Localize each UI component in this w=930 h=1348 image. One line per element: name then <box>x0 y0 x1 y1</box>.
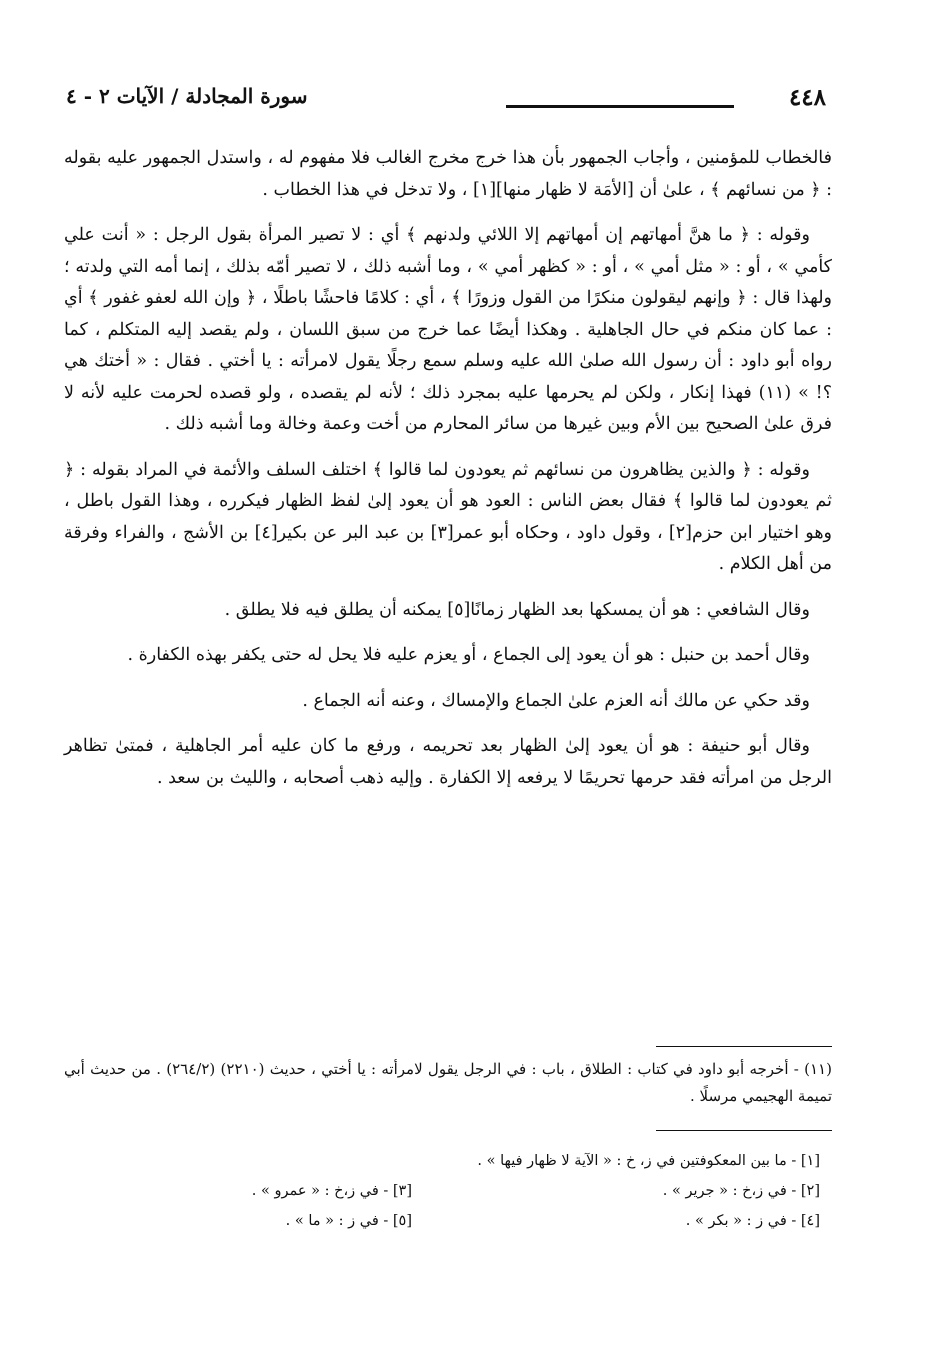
paragraph-3: وقوله : ﴿ والذين يظاهرون من نسائهم ثم يعودون لما قالوا ﴾ اختلف السلف والأئمة في المراد بقوله : ﴿ ثم يعودون لما قالوا ﴾ فقال بعض الناس : العود هو أن يعود إلىٰ لفظ الظهار فيكرره ، وهذا القول باطل ، وهو اختيار ابن حزم[٢] ، وقول داود ، وحكاه أبو عمر[٣] بن عبد البر عن بكير[٤] بن الأشج ، والفراء وفرقة من أهل الكلام . <box>64 459 832 574</box>
chapter-title: سورة المجادلة / الآيات ٢ - ٤ <box>66 84 308 108</box>
variant-note-1: [١] - ما بين المعكوفتين في ز، خ : « الآية لا ظهار فيها » . <box>477 1153 820 1169</box>
manuscript-variants <box>64 1146 832 1236</box>
paragraph-7: وقال أبو حنيفة : هو أن يعود إلىٰ الظهار بعد تحريمه ، ورفع ما كان عليه أمر الجاهلية ، فمتىٰ تظاهر الرجل من امرأته فقد حرمها تحريمًا لا يرفعه إلا الكفارة . وإليه ذهب أصحابه ، والليث بن سعد . <box>64 736 832 788</box>
variants-rule <box>656 1130 832 1131</box>
variant-note-3: [٣] - في ز،خ : « عمرو » . <box>251 1183 412 1199</box>
variant-note-2: [٢] - في ز،خ : « جرير » . <box>662 1183 820 1199</box>
variant-row-3 <box>64 1206 832 1236</box>
paragraph-1: فالخطاب للمؤمنين ، وأجاب الجمهور بأن هذا خرج مخرج الغالب فلا مفهوم له ، واستدل الجمهور عليه بقوله : ﴿ من نسائهم ﴾ ، علىٰ أن [الأمَة لا ظهار منها][١] ، ولا تدخل في هذا الخطاب . <box>64 148 832 200</box>
body-text <box>64 143 832 808</box>
variant-row-2 <box>64 1176 832 1206</box>
variant-row-1 <box>64 1146 832 1176</box>
footnote-11: (١١) - أخرجه أبو داود في كتاب : الطلاق ، باب : في الرجل يقول لامرأته : يا أختي ، حديث (٢٢١٠) (٢٦٤/٢) . من حديث أبي تميمة الهجيمي مرسلًا . <box>64 1060 832 1105</box>
paragraph-4: وقال الشافعي : هو أن يمسكها بعد الظهار زمانًا[٥] يمكنه أن يطلق فيه فلا يطلق . <box>224 599 810 620</box>
footnote-rule <box>656 1046 832 1047</box>
paragraph-5: وقال أحمد بن حنبل : هو أن يعود إلى الجماع ، أو يعزم عليه فلا يحل له حتى يكفر بهذه الكفارة . <box>127 645 810 665</box>
variant-note-4: [٤] - في ز : « بكر » . <box>685 1213 820 1229</box>
header-rule <box>506 105 734 108</box>
paragraph-2: وقوله : ﴿ ما هنَّ أمهاتهم إن أمهاتهم إلا اللائي ولدنهم ﴾ أي : لا تصير المرأة بقول الرجل : « أنت علي كأمي » ، أو : « مثل أمي » ، أو : « كظهر أمي » ، وما أشبه ذلك ، لا تصير أمّه بذلك ، إنما أمه التي ولدته ؛ ولهذا قال : ﴿ وإنهم ليقولون منكرًا من القول وزورًا ﴾ ، أي : كلامًا فاحشًا باطلًا ، ﴿ وإن الله لعفو غفور ﴾ أي : عما كان منكم في حال الجاهلية . وهكذا أيضًا عما خرج من سبق اللسان ، ولم يقصد إليه المتكلم ، كما رواه أبو داود : أن رسول الله صلىٰ الله عليه وسلم سمع رجلًا يقول لامرأته : يا أختي . فقال : « أختك هي ؟! » (١١) فهذا إنكار ، ولكن لم يحرمها عليه بمجرد ذلك ؛ لأنه لم يقصده ، ولو قصده لحرمت عليه لأنه لا فرق علىٰ الصحيح بين الأم وبين غيرها من سائر المحارم من أخت وعمة وخالة وما أشبه ذلك . <box>64 225 833 434</box>
variant-note-5: [٥] - في ز : « ما » . <box>285 1213 412 1229</box>
running-header <box>66 84 826 124</box>
page-number: ٤٤٨ <box>788 84 826 111</box>
paragraph-6: وقد حكي عن مالك أنه العزم علىٰ الجماع والإمساك ، وعنه أنه الجماع . <box>302 690 810 711</box>
